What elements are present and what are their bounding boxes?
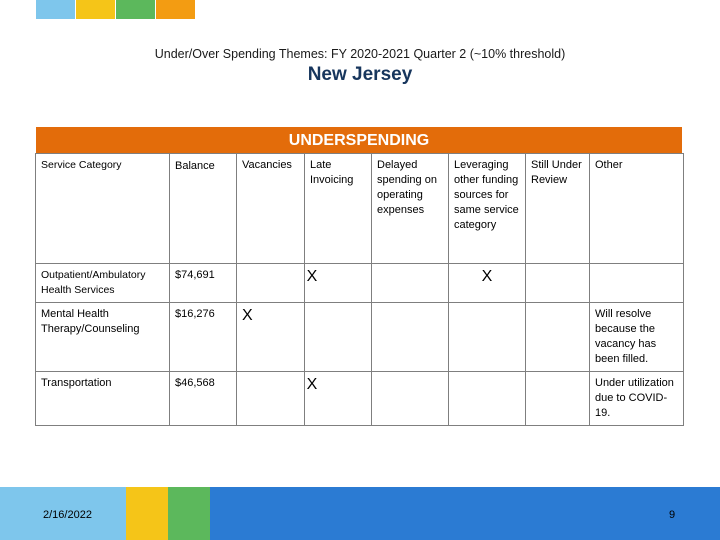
footer-seg-green xyxy=(168,487,210,540)
cell-leveraging xyxy=(449,372,526,426)
cell-other xyxy=(590,264,684,303)
underspending-banner: UNDERSPENDING xyxy=(36,127,682,153)
footer-seg-yellow xyxy=(126,487,168,540)
footer-seg-dark-blue xyxy=(210,487,720,540)
cell-delayed xyxy=(372,264,449,303)
cell-delayed xyxy=(372,372,449,426)
table-row xyxy=(36,264,684,303)
underspending-table xyxy=(35,153,684,426)
col-header-delayed-spending: Delayed spending on operating expenses xyxy=(372,154,449,264)
top-color-stripes xyxy=(36,0,196,19)
stripe-green xyxy=(116,0,155,19)
col-header-balance: Balance xyxy=(170,154,237,264)
cell-late-invoicing: X xyxy=(305,264,372,303)
col-header-still-under-review: Still Under Review xyxy=(526,154,590,264)
stripe-yellow xyxy=(76,0,115,19)
cell-other: Will resolve because the vacancy has been filled. xyxy=(590,303,684,372)
slide-subtitle: Under/Over Spending Themes: FY 2020-2021 Quarter 2 (~10% threshold) xyxy=(154,47,566,61)
cell-leveraging xyxy=(449,303,526,372)
table-header-row xyxy=(36,154,684,264)
cell-balance: $16,276 xyxy=(170,303,237,372)
slide-title: New Jersey xyxy=(307,64,413,85)
cell-review xyxy=(526,303,590,372)
cell-review xyxy=(526,264,590,303)
footer-date: 2/16/2022 xyxy=(43,509,92,521)
col-header-late-invoicing: Late Invoicing xyxy=(305,154,372,264)
cell-category: Transportation xyxy=(36,372,170,426)
cell-other: Under utilization due to COVID-19. xyxy=(590,372,684,426)
cell-late-invoicing: X xyxy=(305,372,372,426)
col-header-leveraging-funding: Leveraging other funding sources for same service category xyxy=(449,154,526,264)
cell-late-invoicing xyxy=(305,303,372,372)
cell-review xyxy=(526,372,590,426)
cell-balance: $46,568 xyxy=(170,372,237,426)
page-number: 9 xyxy=(669,509,676,521)
stripe-blue xyxy=(36,0,75,19)
cell-leveraging: X xyxy=(449,264,526,303)
table-row xyxy=(36,372,684,426)
cell-delayed xyxy=(372,303,449,372)
cell-vacancies: X xyxy=(237,303,305,372)
cell-category: Outpatient/Ambulatory Health Services xyxy=(36,264,170,303)
col-header-vacancies: Vacancies xyxy=(237,154,305,264)
stripe-orange xyxy=(156,0,195,19)
cell-balance: $74,691 xyxy=(170,264,237,303)
col-header-service-category: Service Category xyxy=(36,154,170,264)
col-header-other: Other xyxy=(590,154,684,264)
footer-bar xyxy=(0,487,720,540)
cell-category: Mental Health Therapy/Counseling xyxy=(36,303,170,372)
table-row xyxy=(36,303,684,372)
